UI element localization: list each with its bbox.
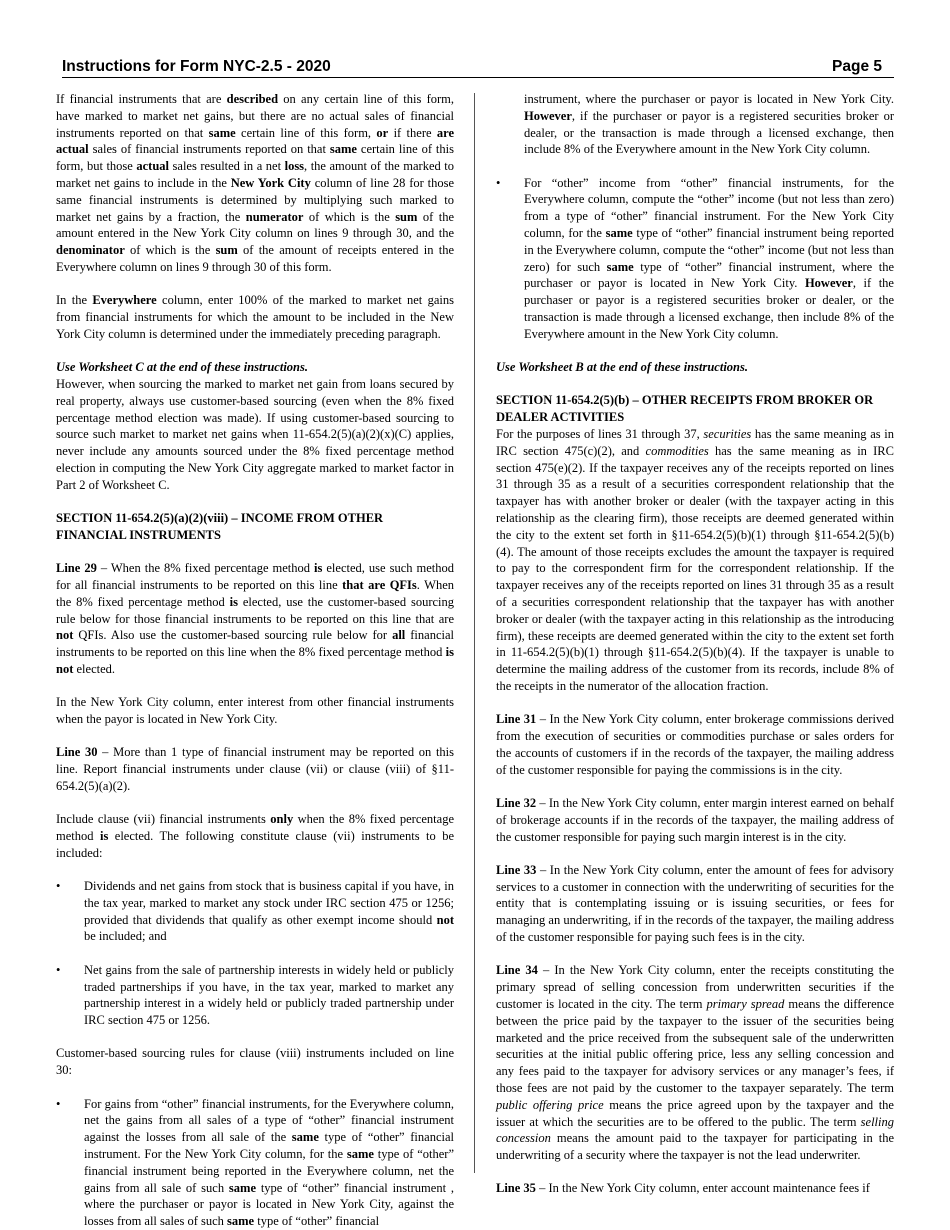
paragraph-everywhere: In the Everywhere column, enter 100% of the marked to market net gains from financial instruments for which the amount to be included in the New York City column is determined under the immediately preceding paragraph. <box>56 293 454 341</box>
bullet-dividends: • Dividends and net gains from stock that is business capital if you have, in the tax year, marked to market any stock under IRC section 475 or 1256; provided that dividends that qualify as other exempt income should not be included; and <box>56 879 454 944</box>
paragraph-clause-vii: Include clause (vii) financial instruments only when the 8% fixed percentage method is elected. The following constitute clause (vii) instruments to be included: <box>56 812 454 860</box>
worksheet-b-note: Use Worksheet B at the end of these instructions. <box>496 360 748 375</box>
left-column <box>56 91 454 1230</box>
bullet-other-income: • For “other” income from “other” financial instruments, for the Everywhere column, compute the “other” income (but not less than zero) from a type of “other” financial instrument. For the New York City column, for the same type of “other” financial instrument being reported in the Everywhere column, compute the “other” income (but not less than zero) for such same type of “other” financial instrument, where the purchaser or payor is located in New York City. However, if the purchaser or payor is a registered securities broker or dealer, or the transaction is made through a licensed exchange, then include 8% of the Everywhere amount in the New York City column. <box>496 175 894 341</box>
line-33-instructions: Line 33 – In the New York City column, enter the amount of fees for advisory services to a customer in connection with the underwriting of securities for the entity that is contemplating issuing or is issuing securities, or fees for managing an underwriting, if in the records of the taxpayer, the mailing address of the customer responsible for paying such fees is in the city. <box>496 862 894 945</box>
bullet-other-gains: • For gains from “other” financial instruments, for the Everywhere column, net the gains from all sales of a type of “other” financial instrument against the losses from all sale of the same type of “other” financial instrument. For the New York City column, for the same type of “other” financial instrument being reported in the Everywhere column, net the gains from all sale of such same type of “other” financial instrument , where the purchaser or payor is located in New York City, against the losses from all sales of such same type of “other” financial <box>56 1096 455 1229</box>
right-column <box>496 91 894 1197</box>
bullet-marker: • <box>496 175 501 190</box>
paragraph-securities-definitions: For the purposes of lines 31 through 37, securities has the same meaning as in IRC section 475(c)(2), and commodities has the same meaning as in IRC section 475(e)(2). If the taxpayer receives any of the receipts reported on lines 31 through 35 as a result of a securities correspondent relationship that the taxpayer has with another broker or dealer (with the taxpayer acting in this relationship as the clearing firm), those receipts are deemed generated within the city to the extent set forth in §11-654.2(5)(b)(1) through §11-654.2(5)(b)(4). The amount of those receipts excludes the amount the taxpayer is required to pay to the correspondent firm for the correspondent relationship. If the taxpayer receives any of the receipts reported on lines 31 through 35 as a result of a securities correspondent relationship that the taxpayer has with another broker or dealer (with the taxpayer acting in this relationship as the introducing firm), these receipts are deemed generated within the city to the extent set forth in 11-654.2(5)(b)(1) through §11-654.2(5)(b)(4). If the taxpayer is unable to determine the mailing address of the customer from its records, include 8% of the receipts in the numerator of the allocation fraction. <box>496 427 895 693</box>
paragraph-clause-viii-rules: Customer-based sourcing rules for clause (viii) instruments included on line 30: <box>56 1046 454 1078</box>
bullet-partnership-interests: • Net gains from the sale of partnership interests in widely held or publicly traded partnerships if you have, in the tax year, marked to market any partnership interest in a widely held or publicly traded partnership under IRC section 475 or 1256. <box>56 962 454 1028</box>
page-header <box>62 55 894 78</box>
bullet-marker: • <box>56 962 61 977</box>
line-30-instructions: Line 30 – More than 1 type of financial instrument may be reported on this line. Report financial instruments under clause (vii) or clause (viii) of §11-654.2(5)(a)(2). <box>56 745 455 793</box>
worksheet-c-note: Use Worksheet C at the end of these instructions. <box>56 360 308 375</box>
section-heading-other-financial-instruments: SECTION 11-654.2(5)(a)(2)(viii) – INCOME FROM OTHER FINANCIAL INSTRUMENTS <box>56 511 384 542</box>
line-29-instructions: Line 29 – When the 8% fixed percentage method is elected, use such method for all financial instruments to be reported on this line that are QFIs. When the 8% fixed percentage method is elected, use the customer-based sourcing rule below for those financial instruments to be reported on this line that are not QFIs. Also use the customer-based sourcing rule below for all financial instruments to be reported on this line when the 8% fixed percentage method is not elected. <box>56 561 455 676</box>
paragraph-loans-real-property: However, when sourcing the marked to market net gain from loans secured by real property, always use customer-based sourcing (even when the 8% fixed percentage method election was made). If using customer-based sourcing to source such market to market net gains when 11-654.2(5)(a)(2)(x)(C) applies, never include any amounts sourced under the 8% fixed percentage method election in computing the New York City aggregate marked to market factor in Part 2 of Worksheet C. <box>56 376 454 492</box>
paragraph-interest-payor: In the New York City column, enter interest from other financial instruments when the payor is located in New York City. <box>56 695 454 726</box>
line-35-instructions: Line 35 – In the New York City column, enter account maintenance fees if <box>496 1181 870 1196</box>
line-31-instructions: Line 31 – In the New York City column, enter brokerage commissions derived from the execution of securities or commodities purchase or sales orders for the accounts of customers if in the records of the taxpayer, the mailing address of the customer responsible for paying the commissions is in the city. <box>496 712 894 777</box>
line-32-instructions: Line 32 – In the New York City column, enter margin interest earned on behalf of brokerage accounts if in the records of the taxpayer, the mailing address of the customer responsible for paying such margin interest is in the city. <box>496 795 895 844</box>
bullet-other-gains-continued: instrument, where the purchaser or payor is located in New York City. However, if the purchaser or payor is a registered securities broker or dealer, or the transaction is made through a licensed exchange, then include 8% of the Everywhere amount in the New York City column. <box>524 92 894 157</box>
bullet-marker: • <box>56 1096 61 1111</box>
line-34-instructions: Line 34 – In the New York City column, enter the receipts constituting the primary spread of selling concession from underwritten securities if the customer is located in the city. The term primary spread means the difference between the price paid by the taxpayer to the issuer of the securities being marketed and the price received from the subsequent sale of the underwritten securities at the initial public offering price, less any selling concession and any fees paid to the taxpayer for advisory services or any manager’s fees, if those fees are not paid by the customer to the taxpayer separately. The term public offering price means the price agreed upon by the taxpayer and the issuer at which the securities are to be offered to the public. The term selling concession means the amount paid to the taxpayer for participating in the underwriting of a security where the taxpayer is not the lead underwriter. <box>496 963 894 1163</box>
page-number: Page 5 <box>832 58 882 75</box>
document-title: Instructions for Form NYC-2.5 - 2020 <box>62 58 331 75</box>
section-heading-broker-dealer: SECTION 11-654.2(5)(b) – OTHER RECEIPTS FROM BROKER OR DEALER ACTIVITIES <box>496 393 874 425</box>
column-divider <box>474 93 475 1173</box>
paragraph-marked-to-market: If financial instruments that are described on any certain line of this form, have marked to market net gains, but there are no actual sales of financial instruments reported on that same certain line of this form, or if there are actual sales of financial instruments reported on that same certain line of this form, but those actual sales resulted in a net loss, the amount of the marked to market net gains to include in the New York City column of line 28 for those same financial instruments is determined by multiplying such marked to market net gains by a fraction, the numerator of which is the sum of the amount entered in the New York City column on lines 9 through 30, and the denominator of which is the sum of the amount of receipts entered in the Everywhere column on lines 9 through 30 of this form. <box>56 92 454 274</box>
bullet-marker: • <box>56 879 61 894</box>
